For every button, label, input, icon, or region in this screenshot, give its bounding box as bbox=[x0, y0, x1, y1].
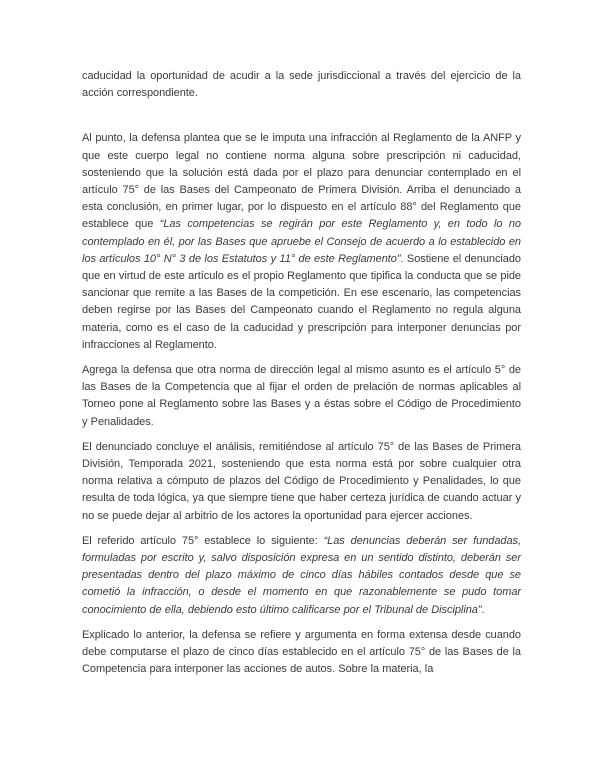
text-run: El referido artículo 75° establece lo siguiente: bbox=[82, 534, 324, 547]
text-run: Explicado lo anterior, la defensa se refiere y argumenta en forma extensa desde cuando debe computarse el plazo de cinco días establecido en el artículo 75° de las Bases de la Competencia para interponer las acciones de autos. Sobre la materia, la bbox=[82, 628, 521, 676]
paragraph bbox=[82, 130, 521, 354]
paragraph bbox=[82, 68, 521, 102]
text-run: caducidad la oportunidad de acudir a la sede jurisdiccional a través del ejercicio de la acción correspondiente. bbox=[82, 70, 521, 100]
quoted-text-run: “Las denuncias deberán ser fundadas, formuladas por escrito y, salvo disposición expresa en un sentido distinto, deberán ser presentadas dentro del plazo máximo de cinco días hábiles contados desde que se cometió la infracción, o desde el momento en que razonablemente se pudo tomar conocimiento de ella, debiendo esto último calificarse por el Tribunal de Disciplina” bbox=[82, 534, 521, 616]
text-run: El denunciado concluye el análisis, remitiéndose al artículo 75° de las Bases de Primera División, Temporada 2021, sosteniendo que esta norma está por sobre cualquier otra norma relativa a cómputo de plazos del Código de Procedimiento y Penalidades, lo que resulta de toda lógica, ya que siempre tiene que haber certeza jurídica de cuando actuar y no se puede dejar al arbitrio de los actores la oportunidad para ejercer acciones. bbox=[82, 440, 521, 522]
quoted-text-run: “Las competencias se regirán por este Reglamento y, en todo lo no contemplado en él, por las Bases que apruebe el Consejo de acuerdo a lo establecido en los artículos 10° N° 3 de los Estatutos y 11° de este Reglamento” bbox=[82, 218, 521, 265]
text-run: Agrega la defensa que otra norma de dirección legal al mismo asunto es el artículo 5° de las Bases de la Competencia que al fijar el orden de prelación de normas aplicables al Torneo pone al Reglamento sobre las Bases y a éstas sobre el Código de Procedimiento y Penalidades. bbox=[82, 364, 521, 428]
paragraph bbox=[82, 362, 521, 431]
text-run: . Sostiene el denunciado que en virtud de este artículo es el propio Reglamento que tipifica la conducta que se pide sancionar que remite a las Bases de la competición. En ese escenario, las competencias deben regirse por las Bases del Campeonato cuando el Reglamento no regula alguna materia, como es el caso de la caducidad y prescripción para interponer denuncias por infracciones al Reglamento. bbox=[82, 252, 521, 351]
text-run: . bbox=[481, 603, 485, 616]
document-body bbox=[82, 68, 521, 679]
paragraph bbox=[82, 439, 521, 525]
paragraph bbox=[82, 533, 521, 619]
text-run: Al punto, la defensa plantea que se le imputa una infracción al Reglamento de la ANFP y que este cuerpo legal no contiene norma alguna sobre prescripción ni caducidad, sosteniendo que la solución está dada por el plazo para denunciar contemplado en el artículo 75° de las Bases del Campeonato de Primera División. Arriba el denunciado a esta conclusión, en primer lugar, por lo dispuesto en el artículo 88° del Reglamento que establece que bbox=[82, 132, 521, 231]
paragraph bbox=[82, 627, 521, 679]
